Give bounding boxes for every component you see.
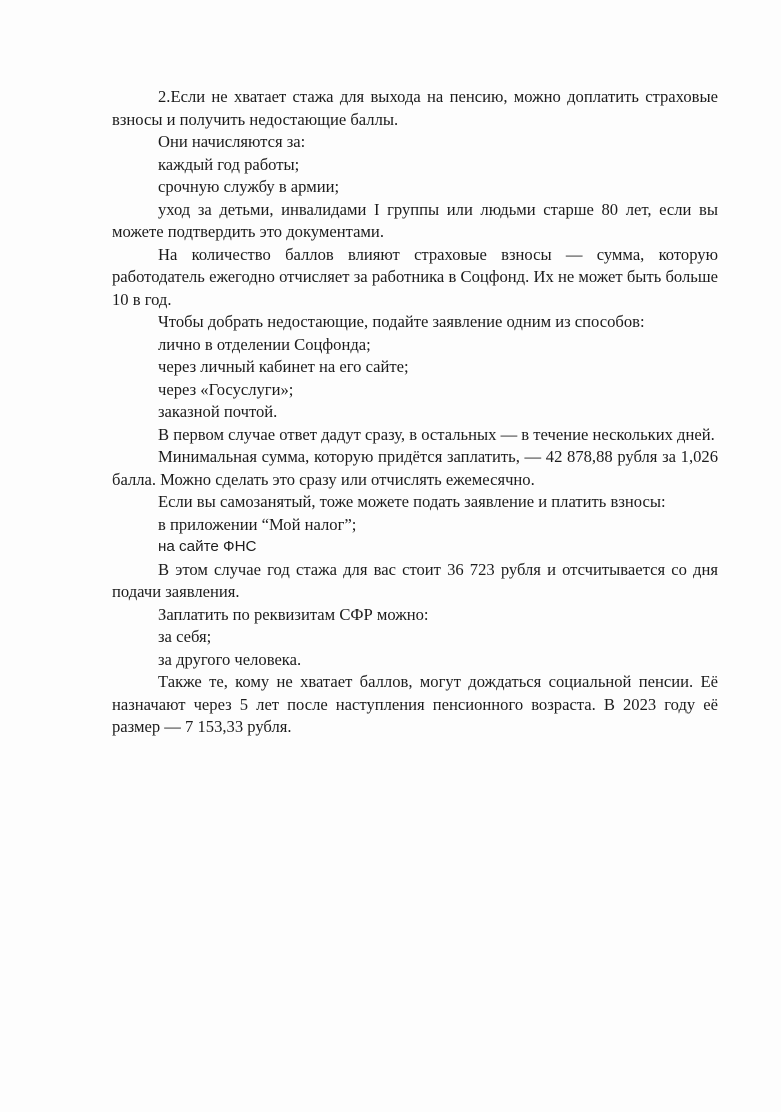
document-body [112, 86, 718, 739]
list-item: на сайте ФНС [158, 538, 257, 555]
paragraph: В этом случае год стажа для вас стоит 36 723 рубля и отсчитывается со дня подачи заявления. [112, 559, 718, 601]
list-item: заказной почтой. [158, 402, 278, 421]
list-item: срочную службу в армии; [158, 177, 340, 196]
paragraph: Заплатить по реквизитам СФР можно: [158, 604, 429, 624]
paragraph: В первом случае ответ дадут сразу, в остальных — в течение нескольких дней. [158, 424, 715, 444]
list-item: за себя; [158, 627, 212, 646]
paragraph: Чтобы добрать недостающие, подайте заявление одним из способов: [158, 312, 645, 331]
list-item: через личный кабинет на его сайте; [158, 357, 409, 376]
list-item: каждый год работы; [158, 154, 300, 174]
list-item: через «Госуслуги»; [158, 379, 294, 399]
list-item: за другого человека. [158, 649, 302, 669]
list-item: уход за детьми, инвалидами I группы или людьми старше 80 лет, если вы можете подтвердить это документами. [112, 199, 718, 241]
list-item: лично в отделении Соцфонда; [158, 334, 371, 354]
paragraph: Если вы самозанятый, тоже можете подать заявление и платить взносы: [158, 492, 666, 511]
paragraph: Также те, кому не хватает баллов, могут дождаться социальной пенсии. Её назначают через 5 лет после наступления пенсионного возраста. В 2023 году её размер — 7 153,33 рубля. [112, 672, 718, 736]
paragraph: 2.Если не хватает стажа для выхода на пенсию, можно доплатить страховые взносы и получить недостающие баллы. [112, 87, 718, 129]
paragraph: На количество баллов влияют страховые взносы — сумма, которую работодатель ежегодно отчисляет за работника в Соцфонд. Их не может быть больше 10 в год. [112, 244, 718, 309]
paragraph: Они начисляются за: [158, 132, 306, 151]
list-item: в приложении “Мой налог”; [158, 514, 357, 534]
paragraph: Минимальная сумма, которую придётся заплатить, — 42 878,88 рубля за 1,026 балла. Можно сделать это сразу или отчислять ежемесячно. [112, 447, 718, 489]
